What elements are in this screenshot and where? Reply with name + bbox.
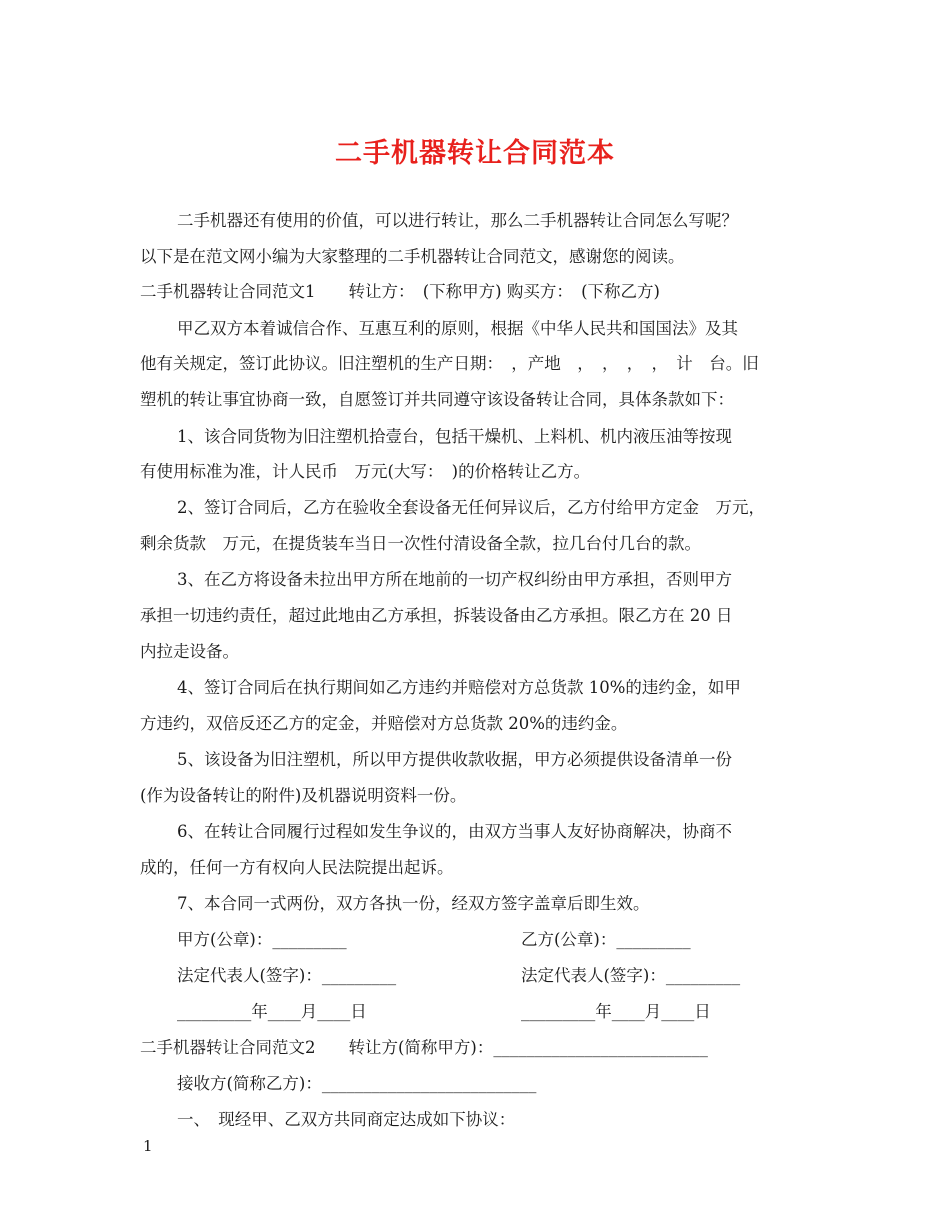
clause-line: 成的，任何一方有权向人民法院提出起诉。 [140,858,454,877]
paragraph-line: 二手机器还有使用的价值，可以进行转让，那么二手机器转让合同怎么写呢？ [177,211,738,230]
clause-line: 剩余货款 万元，在提货装车当日一次性付清设备全款，拉几台付几台的款。 [140,534,701,553]
clause-line: 7、本合同一式两份，双方各执一份，经双方签字盖章后即生效。 [177,894,650,913]
signature-date-a: _________年____月____日 [177,1002,367,1021]
clause-line: 4、签订合同后在执行期间如乙方违约并赔偿对方总货款 10%的违约金，如甲 [177,678,741,697]
document-title: 二手机器转让合同范本 [335,138,615,169]
paragraph-line: 他有关规定，签订此协议。旧注塑机的生产日期： ，产地 ， ， ， ， 计 台。旧 [140,354,759,373]
clause-line: 5、该设备为旧注塑机，所以甲方提供收款收据，甲方必须提供设备清单一份 [177,750,732,769]
signature-rep-b: 法定代表人(签字)：_________ [521,966,741,985]
clause-line: (作为设备转让的附件)及机器说明资料一份。 [140,786,467,805]
clause-line: 有使用标准为准，计人民币 万元(大写： )的价格转让乙方。 [140,462,591,481]
clause-line: 1、该合同货物为旧注塑机拾壹台，包括干燥机、上料机、机内液压油等按现 [177,427,732,446]
paragraph-line: 二手机器转让合同范文1 转让方： (下称甲方) 购买方： (下称乙方) [140,282,660,301]
paragraph-line: 甲乙双方本着诚信合作、互惠互利的原则，根据《中华人民共和国国法》及其 [177,319,738,338]
paragraph-line: 塑机的转让事宜协商一致，自愿签订并共同遵守该设备转让合同，具体条款如下： [140,390,734,409]
signature-rep-a: 法定代表人(签字)：_________ [177,966,397,985]
signature-party-b: 乙方(公章)：_________ [521,930,691,949]
clause-line: 内拉走设备。 [140,642,239,661]
clause-line: 方违约，双倍反还乙方的定金，并赔偿对方总货款 20%的违约金。 [140,714,628,733]
clause-line: 承担一切违约责任，超过此地由乙方承担，拆装设备由乙方承担。限乙方在 20 日 [140,606,733,625]
paragraph-line: 接收方(简称乙方)：__________________________ [177,1074,537,1093]
signature-date-b: _________年____月____日 [521,1002,711,1021]
paragraph-line: 以下是在范文网小编为大家整理的二手机器转让合同范文，感谢您的阅读。 [140,247,685,266]
clause-line: 2、签订合同后，乙方在验收全套设备无任何异议后，乙方付给甲方定金 万元， [177,498,765,517]
paragraph-line: 一、 现经甲、乙双方共同商定达成如下协议： [177,1110,516,1129]
page-number: 1 [143,1137,153,1155]
clause-line: 3、在乙方将设备未拉出甲方所在地前的一切产权纠纷由甲方承担，否则甲方 [177,570,732,589]
paragraph-line: 二手机器转让合同范文2 转让方(简称甲方)：__________________________ [140,1038,708,1057]
signature-party-a: 甲方(公章)：_________ [177,930,347,949]
clause-line: 6、在转让合同履行过程如发生争议的，由双方当事人友好协商解决，协商不 [177,822,732,841]
